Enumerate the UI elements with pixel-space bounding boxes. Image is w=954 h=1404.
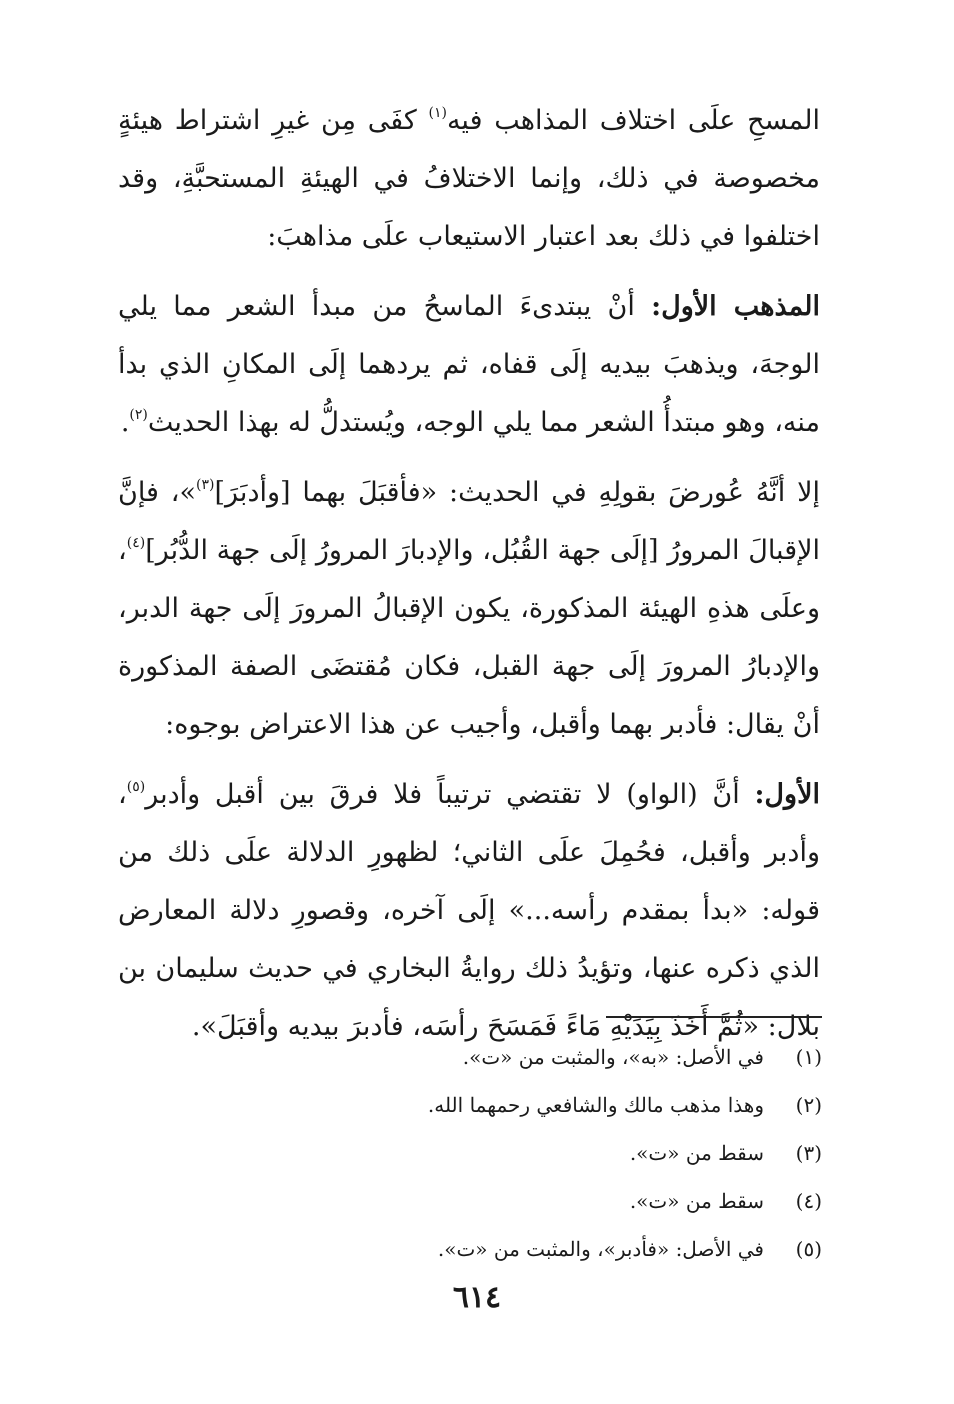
footnote-ref-5[interactable]: (٥) <box>126 779 146 795</box>
footnote-1 <box>300 1033 822 1081</box>
paragraph-text: . <box>120 407 130 438</box>
footnote-ref-3[interactable]: (٣) <box>196 477 215 493</box>
footnote-number: (٥) <box>795 1237 822 1261</box>
paragraph-text: إلا أنَّهُ عُورضَ بقولِهِ في الحديث: «فأقبَلَ بهما [وأدبَرَ] <box>214 477 820 508</box>
paragraph-text: أنْ يبتدىءَ الماسحُ من مبدأ الشعر مما يلي الوجهَ، ويذهبَ بيديه إلَى قفاه، ثم يردهما إلَى المكانِ الذي بدأ منه، وهو مبتدأُ الشعر مما يلي الوجه، ويُستدلُّ له بهذا الحديث <box>118 291 820 438</box>
page-number: ٦١٤ <box>452 1280 502 1315</box>
paragraph-1 <box>118 92 820 266</box>
paragraph-text: كفَى مِن غيرِ اشتراط هيئةٍ مخصوصة في ذلك، وإنما الاختلافُ في الهيئةِ المستحبَّةِ، وقد اختلفوا في ذلك بعد اعتبار الاستيعاب علَى مذاهبَ: <box>118 105 820 252</box>
section-label: المذهب الأول: <box>651 291 821 322</box>
footnote-number: (٢) <box>795 1093 822 1117</box>
footnote-ref-1[interactable]: (١) <box>428 105 447 121</box>
footnote-number: (٣) <box>795 1141 822 1165</box>
footnote-4 <box>300 1177 822 1225</box>
paragraph-text: المسحِ علَى اختلاف المذاهب فيه <box>446 105 820 136</box>
footnote-text: في الأصل: «فأدبر»، والمثبت من «ت». <box>437 1237 764 1261</box>
footnote-number: (١) <box>795 1045 822 1069</box>
paragraph-text: »، فإنَّ الإقبالَ المرورُ [إلَى جهة القُبُل، والإدبارَ المرورُ إلَى جهة الدُّبُر] <box>118 477 820 566</box>
paragraph-4 <box>118 766 820 1056</box>
footnotes-list <box>300 1033 822 1273</box>
footnote-text: وهذا مذهب مالك والشافعي رحمهما الله. <box>427 1093 764 1117</box>
paragraph-2 <box>118 278 820 452</box>
paragraph-3 <box>118 464 820 754</box>
footnote-text: في الأصل: «به»، والمثبت من «ت». <box>462 1045 764 1069</box>
paragraph-text: أنَّ (الواو) لا تقتضي ترتيباً فلا فرقَ بين أقبل وأدبر <box>145 779 755 810</box>
footnote-5 <box>300 1225 822 1273</box>
paragraph-text: ، وأدبر وأقبل، فحُمِلَ علَى الثاني؛ لظهورِ الدلالة علَى ذلك من قوله: «بدأ بمقدم رأسه...» إلَى آخره، وقصورِ دلالة المعارض الذي ذكره عنها، وتؤيدُ ذلك روايةُ البخاري في حديث سليمان بن بلال: «ثُمَّ أَخَذَ بِيَدَيْهِ مَاءً فَمَسَحَ رأسَه، فأدبرَ بيديه وأقبَلَ». <box>118 779 820 1042</box>
footnote-text: سقط من «ت». <box>629 1141 764 1165</box>
footnote-divider <box>606 1016 822 1018</box>
footnote-ref-2[interactable]: (٢) <box>129 407 148 423</box>
paragraph-text: ، وعلَى هذهِ الهيئة المذكورة، يكون الإقبالُ المرورَ إلَى جهة الدبر، والإدبارُ المرورَ إلَى جهة القبل، فكان مُقتضَى الصفة المذكورة أنْ يقال: فأدبر بهما وأقبل، وأجيب عن هذا الاعتراض بوجوه: <box>118 535 820 740</box>
footnote-text: سقط من «ت». <box>629 1189 764 1213</box>
section-label: الأول: <box>754 779 820 810</box>
footnote-2 <box>300 1081 822 1129</box>
footnote-number: (٤) <box>795 1189 822 1213</box>
main-text <box>118 92 820 1056</box>
footnote-3 <box>300 1129 822 1177</box>
footnote-ref-4[interactable]: (٤) <box>126 535 146 551</box>
